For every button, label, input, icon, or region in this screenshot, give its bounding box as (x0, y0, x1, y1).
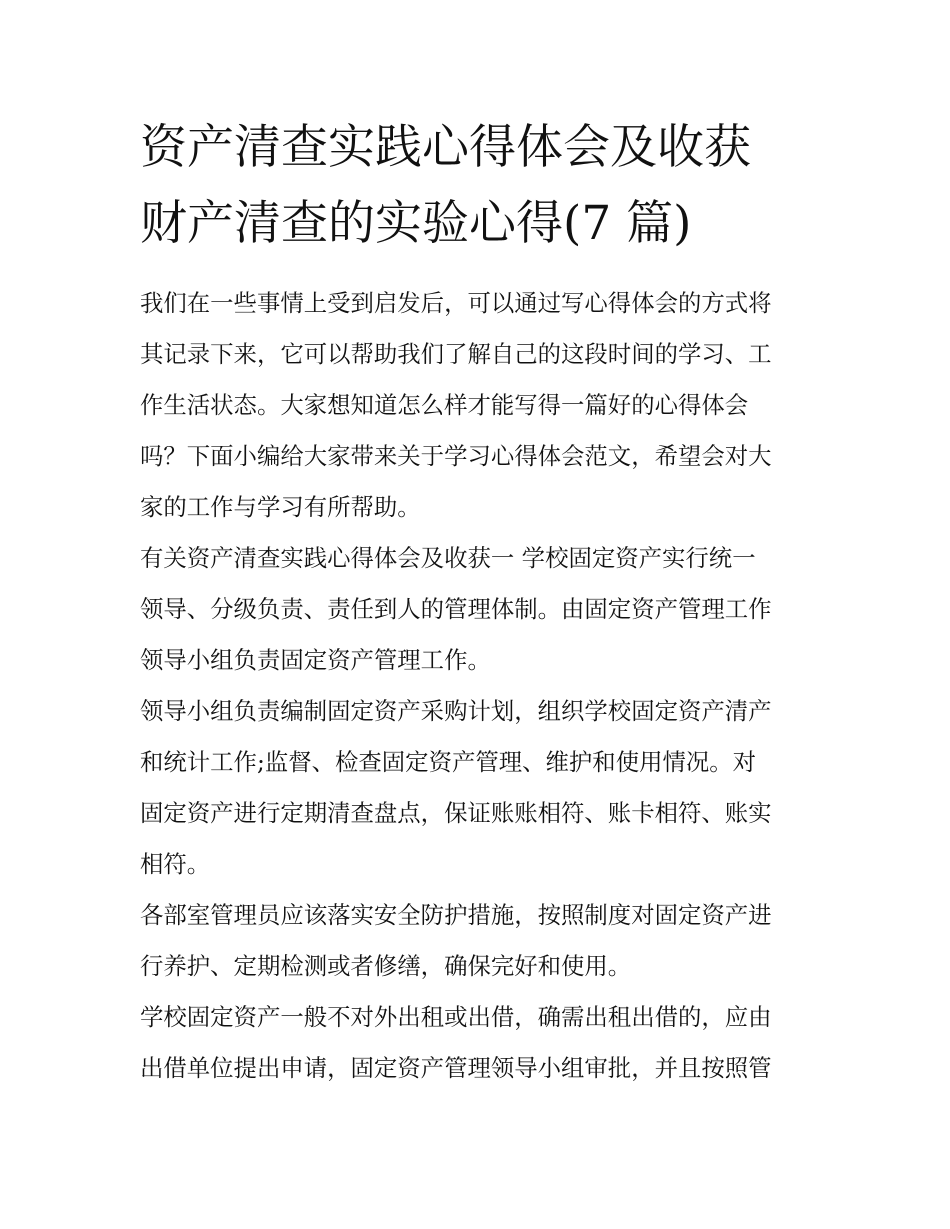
text-line: 有关资产清查实践心得体会及收获一 学校固定资产实行统一 (140, 544, 756, 572)
text-line: 各部室管理员应该落实安全防护措施，按照制度对固定资产进 (140, 901, 772, 929)
title-line-2: 财产清查的实验心得(7 篇) (140, 196, 692, 251)
text-line: 作生活状态。大家想知道怎么样才能写得一篇好的心得体会 (140, 391, 749, 419)
paragraph-leadership-group (140, 686, 816, 890)
paragraph-lending-policy (140, 992, 816, 1094)
text-line: 和统计工作;监督、检查固定资产管理、维护和使用情况。对 (140, 748, 757, 776)
text-line: 家的工作与学习有所帮助。 (140, 493, 421, 521)
text-line: 吗？下面小编给大家带来关于学习心得体会范文，希望会对大 (140, 442, 772, 470)
paragraph-safety-measures (140, 890, 816, 992)
paragraph-intro (140, 278, 816, 533)
text-line: 行养护、定期检测或者修缮，确保完好和使用。 (140, 952, 632, 980)
text-line: 学校固定资产一般不对外出租或出借，确需出租出借的，应由 (140, 1003, 772, 1031)
text-line: 我们在一些事情上受到启发后，可以通过写心得体会的方式将 (140, 289, 772, 317)
text-line: 出借单位提出申请，固定资产管理领导小组审批，并且按照管 (140, 1054, 772, 1082)
document-title (140, 110, 830, 262)
text-line: 固定资产进行定期清查盘点，保证账账相符、账卡相符、账实 (140, 799, 772, 827)
text-line: 领导小组负责编制固定资产采购计划，组织学校固定资产清产 (140, 697, 772, 725)
text-line: 相符。 (140, 850, 211, 878)
paragraph-management-system (140, 533, 816, 686)
text-line: 领导、分级负责、责任到人的管理体制。由固定资产管理工作 (140, 595, 772, 623)
document-body (140, 278, 816, 1094)
text-line: 其记录下来，它可以帮助我们了解自己的这段时间的学习、工 (140, 340, 772, 368)
text-line: 领导小组负责固定资产管理工作。 (140, 646, 491, 674)
title-line-1: 资产清查实践心得体会及收获 (140, 120, 751, 175)
